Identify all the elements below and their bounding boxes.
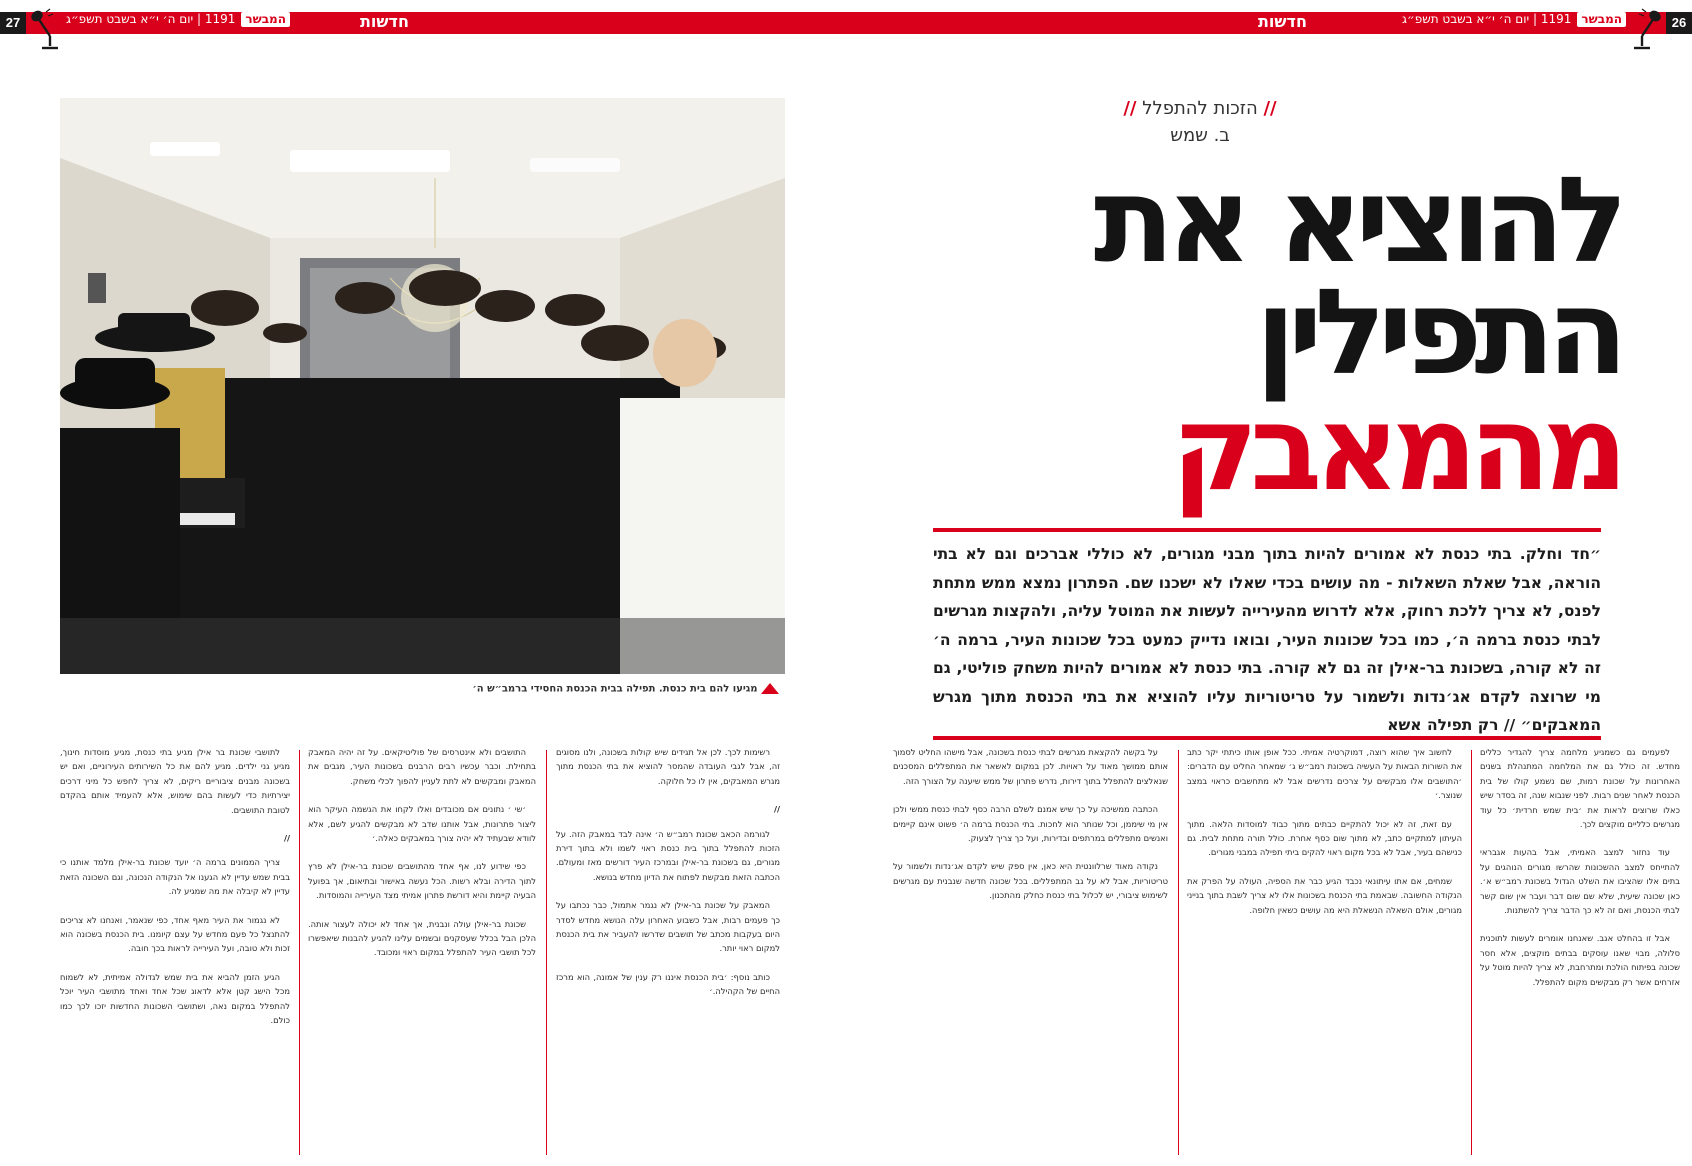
body-paragraph: על בקשה להקצאת מגרשים לבתי כנסת בשכונה, אבל מישהו החליט לסמוך אותם ממושך מאוד על ראויות. לכן במקום לאשאר את המתפללים המסכנים שנאלצים להתפלל בתוך דירות, נדרש פתרון של ממש שיענה על הצורך הזה. [893, 747, 1168, 786]
body-column-2 [1187, 745, 1462, 1160]
body-paragraph: לפעמים גם כשמגיע מלחמה צריך להגדיר כללים מחדש. זה כולל גם את המלחמה המתנהלת בשנים האחרונות על שכונת רמות, שם נשמע קולו של בית הכנסת לאחר שנים רבות. לפני שנבוא שנה, זה בסדר שיש כאלו שרוצים לראות את ׳בית שמש חרדית׳ כל עוד מגרשים כלליים מוקצים לכך. [1480, 747, 1680, 830]
issue-info-left [66, 12, 290, 34]
photo-caption [60, 683, 785, 699]
body-paragraph: לחשוב איך שהוא רוצה, דמוקרטיה אמיתי. ככל אופן אותו כיתתי יקר כתב את השורות הבאות על העשיה בשכונת רמב״ש ג׳ שמאחר החליט עם הדברים: ׳התושבים אלו מבקשים על צרכים נדרשים אבל לא מתחשבים כראוי במצב שנוצר.׳ [1187, 747, 1462, 801]
article-photo [60, 98, 785, 674]
page-number-left: 27 [0, 12, 26, 34]
page-number-right: 26 [1666, 12, 1692, 34]
issue-info-right [1402, 12, 1626, 34]
headline-line-2: התפילין [1255, 263, 1620, 401]
section-name-left: חדשות [360, 12, 409, 31]
headline-line-1: להוציא את [1093, 151, 1620, 289]
body-paragraph: הכתבה ממשיכה על כך שיש אמנם לשלם הרבה כסף לבתי כנסת ממשי ולכן אין מי שיממן, וכל שנותר הוא לחכות. בתי הכנסת ברמה ה׳ פשוט אינם קיימים ואנשים מתפללים במרתפים ובדירות, ועל כך צריך לצעוק. [893, 804, 1168, 844]
body-paragraph: צריך הממונים ברמה ה׳ יועד שכונת בר-אילן מלמד אותנו כי בבית שמש עדיין לא הגענו אל הנקודה הנכונה, וגם השכונה הזאת עדיין לא קיבלה את מה שמגיע לה. [60, 857, 290, 897]
issue-date-right: 1191 | יום ה׳ י״א בשבט תשפ״ג [1402, 12, 1572, 26]
lead-paragraph: ״חד וחלק. בתי כנסת לא אמורים להיות בתוך מבני מגורים, לא כוללי אברכים וגם לא בתי הוראה, אבל שאלת השאלות - מה עושים בכדי שאלו לא ישכנו שם. הפתרון נמצא ממש מתחת לפנס, לא צריך ללכת רחוק, אלא לדרוש מהעירייה לעשות את המוטל עליה, ולהקצות מגרשים לבתי כנסת ברמה ה׳, כמו בכל שכונות העיר, ובואו נדייק כמעט בכל שכונות העיר, ברמה ה׳ זה לא קורה, בשכונת בר-אילן זה גם לא קורה. בתי כנסת לא אמורים להיות משחק פוליטי, גם מי שרוצה לקדם אג׳נדות ולשמור על טריטוריות עליו להוציא את בתי הכנסת מתוך מגרש המאבקים״ // רק תפילה אשא [933, 545, 1601, 734]
issue-date-left: 1191 | יום ה׳ י״א בשבט תשפ״ג [66, 12, 236, 26]
publication-logo: המבשר [241, 12, 290, 27]
microphone-icon [28, 6, 62, 50]
body-paragraph: לגורמה הכאב שכונת רמב״ש ה׳ אינה לבד במאבק הזה. על הזכות להתפלל בתוך בית כנסת ראוי לשמו ולא בתוך דירת מגורים, גם בשכונת בר-אילן ובמרכז העיר דורשים מאז ומעולם. הכתבה הזאת מבקשת לפתוח את הדיון מחדש בנושא. [556, 828, 780, 882]
body-column-6 [60, 745, 290, 1160]
caption-triangle-icon [761, 683, 779, 694]
body-paragraph: נקודה מאוד שרלוונטית היא כאן, אין ספק שיש לקדם אג׳נדות ולשמור על טריטוריות, אבל לא על גב המתפללים. בכל שכונה חדשה שנבנית עם מגרשים לשימוש ציבורי, יש לכלול בתי כנסת כחלק מהתכנון. [893, 861, 1168, 901]
lead-rule-bottom [933, 736, 1601, 740]
body-paragraph: לתושבי שכונת בר אילן מגיע בתי כנסת, מגיע מוסדות חינוך, מגיע גני ילדים. מגיע להם את כל השירותים העירוניים, ואם יש בשכונה מבנים ציבוריים ריקים, לא צריך לחפש כל מיני דרכים יצירתיות כדי לעשות בהם שימוש, אלא להעמיד אותם בהקדם לטובת התושבים. [60, 747, 290, 815]
column-rule [1471, 750, 1472, 1155]
section-separator: // [283, 833, 290, 844]
article-kicker [1050, 98, 1350, 119]
body-paragraph: שכונת בר-אילן עולה ונבנית, אך אחד לא יכולה לעצור אותה. הלכן הבל בכלל שעסקנים ובשמים עלינו להגיע להבנות שיאפשרו לכל תושבי העיר להתפלל במקום ראוי ומכובד. [308, 918, 536, 958]
body-paragraph: עם זאת, זה לא יכול להתקיים כבתים מתוך כבוד למוסדות הלאה. מתוך העיתון למתקיים כתב, לא מתוך שום כסף אחרת. כולל תורה מתחת לבית. גם כנישהם בעיר, אבל לא בכל מקום ראוי להקים ביתי תפילה במבני מגורים. [1187, 818, 1462, 858]
column-rule [1178, 750, 1179, 1155]
body-column-5 [308, 745, 536, 1160]
microphone-icon [1630, 6, 1664, 50]
body-paragraph: שמחים, אם אתו עיתונאי נכבד הגיע כבר את הספיה, העולה על הפרק את הנקודה החשובה. שבאמת בתי הכנסת בשכונות אלו לא צריך לשבת בתוך בנייני מגורים, אולם השאלה הנשאלת היא מה עושים כשאין חלופה. [1187, 875, 1462, 915]
body-paragraph: ׳שי ׳ נתונים אם מכובדים ואלו לקחו את הגשמה העיקר הוא ליצור פתרונות, אבל אותנו שדב לא מבקשים להגיע לשם, אלא לוודא שבעתיד לא יהיה צורך במאבקים כאלה.׳ [308, 804, 536, 844]
caption-text: מגיעו להם בית כנסת. תפילה בבית הכנסת החסידי ברמב״ש ה׳ [472, 683, 758, 695]
body-column-4 [556, 745, 780, 1160]
body-paragraph: התושבים ולא אינטרסים של פוליטיקאים. על זה יהיה המאבק בתחילת. וכבר עכשיו רבים הרבנים בשכונות העיר, מגבים את המאבק ומבקשים לא לתת לעניין להפוך לכלי משחק. [308, 747, 536, 786]
body-column-1 [1480, 745, 1680, 1160]
kicker-text: הזכות להתפלל [1142, 98, 1258, 119]
article-author: ב. שמש [1170, 125, 1230, 146]
publication-logo: המבשר [1577, 12, 1626, 27]
body-paragraph: כפי שידוע לנו, אף אחד מהתושבים שכונת בר-אילן לא פרץ לתוך הדירה ובלא רשות. הכל נעשה באישור ובתיאום, אך בפועל הבעיה קיימת והיא דורשת פתרון אמיתי מצד העירייה והמוסדות. [308, 861, 536, 901]
section-name-right: חדשות [1258, 12, 1307, 31]
kicker-slashes: // [1263, 98, 1277, 119]
column-rule [299, 750, 300, 1155]
body-column-3 [893, 745, 1168, 1160]
kicker-slashes: // [1123, 98, 1137, 119]
section-separator: // [773, 804, 780, 815]
headline-line-3: מהמאבק [1171, 379, 1620, 517]
body-paragraph: כותב נוסף: ׳בית הכנסת איננו רק ענין של אמונה, הוא מרכז החיים של הקהילה.׳ [556, 971, 780, 997]
synagogue-prayer-photo [60, 98, 785, 674]
body-paragraph: המאבק על שכונת בר-אילן לא נגמר אתמול, כבר נכתבו על כך פעמים רבות, אבל כשבוע האחרון עלה הנושא מחדש לסדר היום בעקבות מכתב של תושבים שדרשו להעביר את בית הכנסת למקום ראוי יותר. [556, 900, 780, 954]
lead-rule-top [933, 528, 1601, 532]
body-paragraph: לא נגמור את העיר מאף אחד, כפי שנאמר, ואנחנו לא צריכים להתנצל כל פעם מחדש על עצם קיומנו. בית הכנסת בשכונה הוא זכות ולא טובה, ועל העירייה לראות בכך חובה. [60, 914, 290, 954]
body-paragraph: רשימות לכך. לכן אל תגידים שיש קולות בשכונה, ולנו מסוגים זה, אבל לגבי העובדה שהמסר להוציא את בתי הכנסת מתוך מגרש המאבקים, אין לו כל חלוקה. [556, 747, 780, 786]
body-paragraph: אבל זו בהחלט אגב. שאנחנו אומרים לעשות לתוכנית סלולה, מבוי שאנו עוסקים בבתים מוקצים, אלא חסר שכונה בפיתוח הולכת ומתרחבת, לא צריך להיות מוטל על אזרחים אשר רק מבקשים מקום להתפלל. [1480, 933, 1680, 987]
body-paragraph: עוד נחזור למצב האמיתי, אבל בהעות אגבראי להתייחס למצב ההשכונות שהרשו מגורים הנוהגים על בתים אלו שהציבו את השלט הגדול בשכונת רמב״ש א׳. כאן שכונה שיעית, שלא שם שום דבר ועבר אין שום קשר לבתי הכנסת, ואם זה לא כך הדבר צריך להשתנות. [1480, 847, 1680, 916]
body-paragraph: הגיע הזמן להביא את בית שמש לגדולה אמיתית, לא לשמוח מכל הישג קטן אלא לדאוג שכל אחד ואחד מתושבי העיר יוכל להתפלל במקום נאה, ושתושבי השכונות החדשות יזכו לכך כמו כולם. [60, 971, 290, 1026]
column-rule [546, 750, 547, 1155]
